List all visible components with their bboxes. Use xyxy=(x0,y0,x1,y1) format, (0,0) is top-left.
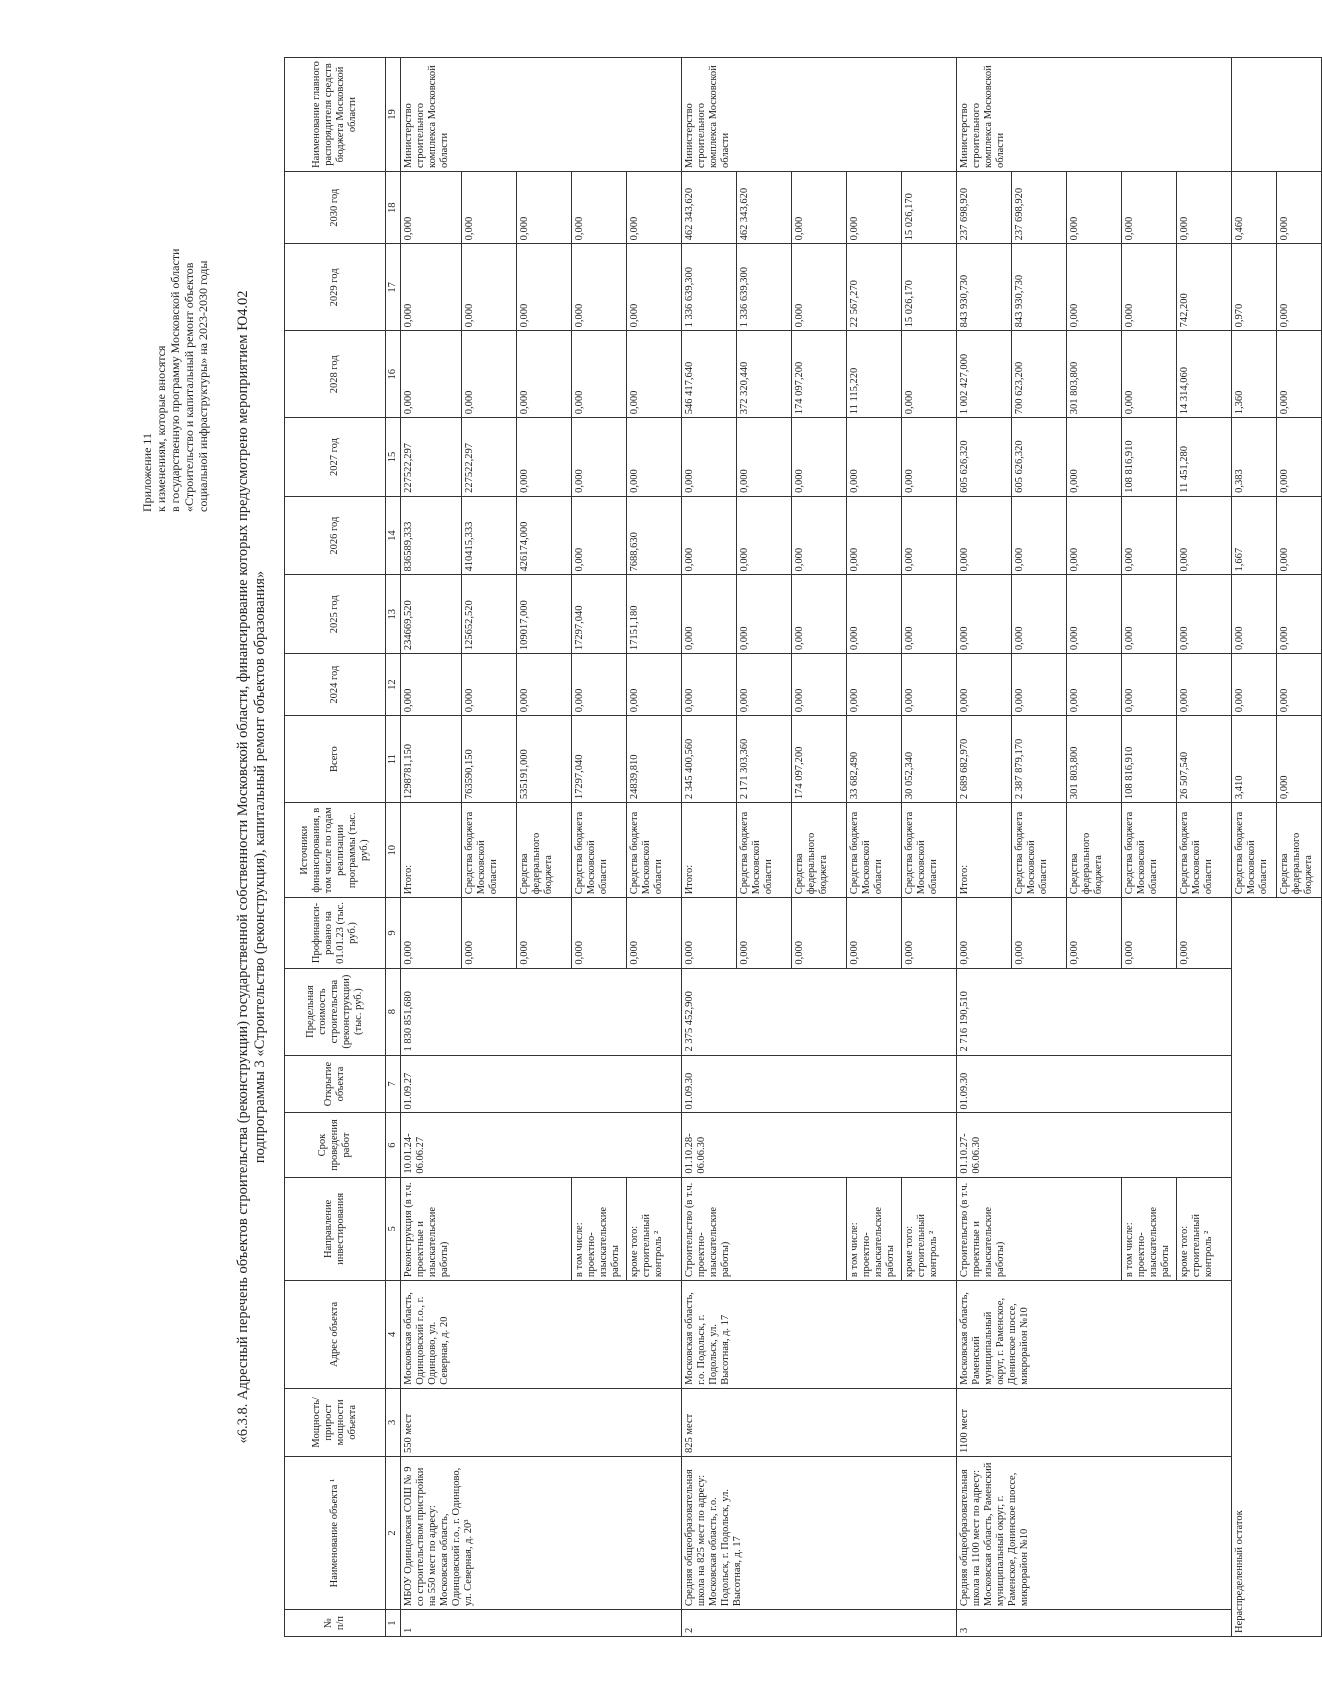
title-line-2: подпрограммы 3 «Строительство (реконструкция), капитальный ремонт объектов образования» xyxy=(252,570,268,1164)
table-row xyxy=(682,58,737,1637)
value-cell: 0,000 xyxy=(1067,496,1122,575)
financed-value: 0,000 xyxy=(462,898,517,968)
financed-value: 0,000 xyxy=(1122,898,1177,968)
column-number: 2 xyxy=(386,1456,401,1609)
funding-source: Итого: xyxy=(957,803,1012,898)
object-name: МБОУ Одинцовская СОШ № 9 со строительством пристройки на 550 мест по адресу: Московская область, Одинцовский г.о., г. Одинцово, ул. Северная, д. 20³ xyxy=(401,1456,682,1609)
column-number: 4 xyxy=(386,1281,401,1389)
appendix-line: к изменениям, которые вносятся xyxy=(154,345,168,512)
value-cell: 0,000 xyxy=(957,654,1012,716)
investment-direction: Реконструкция (в т.ч. проектные и изыскательские работы) xyxy=(401,1177,572,1280)
value-cell: 0,000 xyxy=(462,654,517,716)
value-cell: 0,000 xyxy=(1277,654,1322,716)
value-cell: 237 698,920 xyxy=(957,172,1012,244)
header-cell: Открытие объекта xyxy=(285,1055,386,1113)
value-cell: 0,000 xyxy=(957,496,1012,575)
value-cell: 0,000 xyxy=(572,654,627,716)
value-cell: 0,000 xyxy=(847,575,902,654)
value-cell: 14 314,060 xyxy=(1177,331,1232,418)
funding-source: Средства бюджета Московской области xyxy=(902,803,957,898)
address-list-table xyxy=(284,57,1322,1637)
value-cell: 26 507,540 xyxy=(1177,716,1232,803)
value-cell: 0,000 xyxy=(517,331,572,418)
column-number: 12 xyxy=(386,654,401,716)
value-cell: 0,000 xyxy=(1122,496,1177,575)
value-cell: 0,000 xyxy=(462,244,517,331)
value-cell: 0,000 xyxy=(401,172,462,244)
max-cost: 1 830 851,680 xyxy=(401,968,682,1055)
value-cell: 17297,040 xyxy=(572,716,627,803)
value-cell: 11 451,280 xyxy=(1177,418,1232,497)
financed-value: 0,000 xyxy=(1067,898,1122,968)
header-cell: Направление инвестирования xyxy=(285,1177,386,1280)
column-number: 18 xyxy=(386,172,401,244)
header-cell: 2030 год xyxy=(285,172,386,244)
value-cell: 836589,333 xyxy=(401,496,462,575)
value-cell: 0,970 xyxy=(1232,244,1277,331)
object-address: Московская область, Одинцовский г.о., г. Одинцово, ул. Северная, д. 20 xyxy=(401,1281,682,1389)
value-cell: 0,000 xyxy=(517,244,572,331)
object-number: 3 xyxy=(957,1610,1232,1637)
column-number: 3 xyxy=(386,1388,401,1456)
value-cell: 462 343,620 xyxy=(737,172,792,244)
appendix-line: социальной инфраструктуры» на 2023-2030 годы xyxy=(196,260,210,512)
value-cell: 0,000 xyxy=(1277,496,1322,575)
header-cell: Источники финансирования, в том числе по годам реализации программы (тыс. руб.) xyxy=(285,803,386,898)
value-cell: 2 345 400,560 xyxy=(682,716,737,803)
column-number: 5 xyxy=(386,1177,401,1280)
value-cell: 1298781,150 xyxy=(401,716,462,803)
object-address: Московская область, Раменский муниципальный округ, г. Раменское, Донинское шоссе, микрорайон №10 xyxy=(957,1281,1232,1389)
value-cell: 0,000 xyxy=(737,575,792,654)
header-cell: Мощность/ прирост мощности объекта xyxy=(285,1388,386,1456)
title-line-1: «6.3.8. Адресный перечень объектов строительства (реконструкции) государственной собственности Московской области, финансирование которых предусмотрено мероприятием Ю4.02 xyxy=(235,290,251,1444)
funding-source: Средства федерального бюджета xyxy=(792,803,847,898)
value-cell: 0,000 xyxy=(1012,654,1067,716)
work-term: 01.10.28-06.06.30 xyxy=(682,1113,957,1177)
appendix-note xyxy=(140,42,210,512)
value-cell: 1 002 427,000 xyxy=(957,331,1012,418)
value-cell: 0,000 xyxy=(1177,575,1232,654)
value-cell: 15 026,170 xyxy=(902,244,957,331)
column-number: 1 xyxy=(386,1610,401,1637)
funding-source: Средства бюджета Московской области xyxy=(1232,803,1277,898)
value-cell: 0,000 xyxy=(1277,244,1322,331)
value-cell: 7688,630 xyxy=(627,496,682,575)
value-cell: 763590,150 xyxy=(462,716,517,803)
ministry-name: Министерство строительного комплекса Московской области xyxy=(957,58,1232,172)
funding-source: Средства бюджета Московской области xyxy=(1177,803,1232,898)
value-cell: 0,000 xyxy=(1012,575,1067,654)
value-cell: 0,000 xyxy=(682,496,737,575)
header-cell: 2026 год xyxy=(285,496,386,575)
ministry-name: Министерство строительного комплекса Московской области xyxy=(401,58,682,172)
value-cell: 1 336 639,300 xyxy=(682,244,737,331)
column-number-row xyxy=(386,58,401,1637)
value-cell: 462 343,620 xyxy=(682,172,737,244)
value-cell: 0,000 xyxy=(1067,244,1122,331)
value-cell: 1 336 639,300 xyxy=(737,244,792,331)
column-number: 17 xyxy=(386,244,401,331)
value-cell: 301 803,800 xyxy=(1067,716,1122,803)
work-term: 10.01.24-06.06.27 xyxy=(401,1113,682,1177)
value-cell: 109017,000 xyxy=(517,575,572,654)
column-number: 14 xyxy=(386,496,401,575)
financed-value: 0,000 xyxy=(1177,898,1232,968)
table-row xyxy=(1232,58,1277,1637)
object-address: Московская область, г.о. Подольск, г. Подольск, ул. Высотная, д. 17 xyxy=(682,1281,957,1389)
value-cell: 2 387 879,170 xyxy=(1012,716,1067,803)
value-cell: 0,000 xyxy=(462,172,517,244)
column-number: 13 xyxy=(386,575,401,654)
header-cell: Предельная стоимость строительства (реконструкции) (тыс. руб.) xyxy=(285,968,386,1055)
column-number: 9 xyxy=(386,898,401,968)
financed-value: 0,000 xyxy=(1012,898,1067,968)
value-cell: 0,000 xyxy=(902,654,957,716)
header-cell: 2024 год xyxy=(285,654,386,716)
investment-direction-control: кроме того: строительный контроль ² xyxy=(902,1177,957,1280)
value-cell: 0,000 xyxy=(1122,172,1177,244)
financed-value: 0,000 xyxy=(401,898,462,968)
value-cell: 0,000 xyxy=(572,172,627,244)
value-cell: 0,000 xyxy=(1122,244,1177,331)
value-cell: 605 626,320 xyxy=(957,418,1012,497)
value-cell: 0,000 xyxy=(401,654,462,716)
unallocated-label: Нераспределенный остаток xyxy=(1232,898,1322,1637)
value-cell: 0,000 xyxy=(792,496,847,575)
value-cell: 0,000 xyxy=(1122,575,1177,654)
value-cell: 0,000 xyxy=(572,331,627,418)
value-cell: 2 689 682,970 xyxy=(957,716,1012,803)
column-number: 6 xyxy=(386,1113,401,1177)
value-cell: 0,000 xyxy=(401,244,462,331)
header-row xyxy=(285,58,386,1637)
value-cell: 0,000 xyxy=(1277,418,1322,497)
value-cell: 0,000 xyxy=(517,172,572,244)
value-cell: 0,000 xyxy=(792,418,847,497)
value-cell: 0,000 xyxy=(792,244,847,331)
investment-direction-design: в том числе: проектно-изыскательские работы xyxy=(1122,1177,1177,1280)
value-cell: 0,000 xyxy=(627,331,682,418)
value-cell: 301 803,800 xyxy=(1067,331,1122,418)
value-cell: 0,000 xyxy=(792,575,847,654)
opening-date: 01.09.30 xyxy=(957,1055,1232,1113)
appendix-line: Приложение 11 xyxy=(140,433,154,512)
value-cell: 234669,520 xyxy=(401,575,462,654)
value-cell: 546 417,640 xyxy=(682,331,737,418)
investment-direction-design: в том числе: проектно-изыскательские работы xyxy=(847,1177,902,1280)
object-capacity: 1100 мест xyxy=(957,1388,1232,1456)
value-cell: 0,000 xyxy=(627,654,682,716)
value-cell: 108 816,910 xyxy=(1122,716,1177,803)
value-cell: 0,000 xyxy=(902,496,957,575)
ministry-name: Министерство строительного комплекса Московской области xyxy=(682,58,957,172)
value-cell: 0,000 xyxy=(902,418,957,497)
value-cell: 0,000 xyxy=(462,331,517,418)
value-cell: 0,000 xyxy=(1232,575,1277,654)
column-number: 7 xyxy=(386,1055,401,1113)
value-cell: 174 097,200 xyxy=(792,331,847,418)
value-cell: 0,000 xyxy=(1122,331,1177,418)
investment-direction-design: в том числе: проектно-изыскательские работы xyxy=(572,1177,627,1280)
value-cell: 11 115,220 xyxy=(847,331,902,418)
value-cell: 535191,000 xyxy=(517,716,572,803)
work-term: 01.10.27-06.06.30 xyxy=(957,1113,1232,1177)
value-cell: 0,000 xyxy=(847,654,902,716)
value-cell: 1,667 xyxy=(1232,496,1277,575)
financed-value: 0,000 xyxy=(957,898,1012,968)
value-cell: 410415,333 xyxy=(462,496,517,575)
value-cell: 843 930,730 xyxy=(957,244,1012,331)
value-cell: 30 052,340 xyxy=(902,716,957,803)
value-cell: 0,000 xyxy=(737,654,792,716)
value-cell: 22 567,270 xyxy=(847,244,902,331)
value-cell: 15 026,170 xyxy=(902,172,957,244)
value-cell: 0,000 xyxy=(1067,575,1122,654)
value-cell: 0,000 xyxy=(902,331,957,418)
investment-direction-control: кроме того: строительный контроль ² xyxy=(1177,1177,1232,1280)
value-cell: 0,000 xyxy=(1277,172,1322,244)
object-capacity: 825 мест xyxy=(682,1388,957,1456)
funding-source: Средства бюджета Московской области xyxy=(572,803,627,898)
funding-source: Средства бюджета Московской области xyxy=(1012,803,1067,898)
financed-value: 0,000 xyxy=(902,898,957,968)
value-cell: 0,000 xyxy=(572,418,627,497)
column-number: 15 xyxy=(386,418,401,497)
value-cell: 0,000 xyxy=(572,496,627,575)
funding-source: Итого: xyxy=(682,803,737,898)
funding-source: Средства бюджета Московской области xyxy=(1122,803,1177,898)
value-cell: 0,000 xyxy=(1232,654,1277,716)
value-cell: 0,000 xyxy=(1067,172,1122,244)
value-cell: 0,383 xyxy=(1232,418,1277,497)
table-row xyxy=(401,58,462,1637)
value-cell: 0,000 xyxy=(1177,172,1232,244)
value-cell: 227522,297 xyxy=(401,418,462,497)
funding-source: Средства федерального бюджета xyxy=(1277,803,1322,898)
value-cell: 0,000 xyxy=(627,172,682,244)
header-cell: Адрес объекта xyxy=(285,1281,386,1389)
investment-direction: Строительство (в т.ч. проектные и изыскательские работы) xyxy=(957,1177,1122,1280)
header-cell: 2028 год xyxy=(285,331,386,418)
header-cell: Профинанси-ровано на 01.01.23 (тыс. руб.) xyxy=(285,898,386,968)
value-cell: 0,000 xyxy=(737,496,792,575)
value-cell: 0,000 xyxy=(401,331,462,418)
value-cell: 700 623,200 xyxy=(1012,331,1067,418)
value-cell: 0,000 xyxy=(847,172,902,244)
funding-source: Средства федерального бюджета xyxy=(517,803,572,898)
document-title xyxy=(235,197,269,1537)
object-number: 2 xyxy=(682,1610,957,1637)
value-cell: 237 698,920 xyxy=(1012,172,1067,244)
value-cell: 372 320,440 xyxy=(737,331,792,418)
investment-direction: Строительство (в т.ч. проектно-изыскательские работы) xyxy=(682,1177,847,1280)
value-cell: 0,000 xyxy=(792,654,847,716)
value-cell: 0,000 xyxy=(902,575,957,654)
value-cell: 843 930,730 xyxy=(1012,244,1067,331)
header-cell: 2029 год xyxy=(285,244,386,331)
value-cell: 0,000 xyxy=(517,418,572,497)
value-cell: 17151,180 xyxy=(627,575,682,654)
funding-source: Итого: xyxy=(401,803,462,898)
financed-value: 0,000 xyxy=(517,898,572,968)
header-cell: № п/п xyxy=(285,1610,386,1637)
header-cell: Всего xyxy=(285,716,386,803)
value-cell: 125652,520 xyxy=(462,575,517,654)
value-cell: 0,000 xyxy=(1122,654,1177,716)
financed-value: 0,000 xyxy=(627,898,682,968)
column-number: 8 xyxy=(386,968,401,1055)
funding-source: Средства бюджета Московской области xyxy=(627,803,682,898)
funding-source: Средства бюджета Московской области xyxy=(462,803,517,898)
funding-source: Средства федерального бюджета xyxy=(1067,803,1122,898)
funding-source: Средства бюджета Московской области xyxy=(737,803,792,898)
value-cell: 0,000 xyxy=(1177,496,1232,575)
value-cell: 0,000 xyxy=(957,575,1012,654)
appendix-line: «Строительство и капитальный ремонт объектов xyxy=(182,262,196,512)
header-cell: 2027 год xyxy=(285,418,386,497)
appendix-line: в государственную программу Московской области xyxy=(168,248,182,512)
financed-value: 0,000 xyxy=(737,898,792,968)
value-cell: 24839,810 xyxy=(627,716,682,803)
value-cell: 0,000 xyxy=(517,654,572,716)
financed-value: 0,000 xyxy=(792,898,847,968)
object-name: Средняя общеобразовательная школа на 825 мест по адресу: Московская область, г.о. Подольск, г. Подольск, ул. Высотная, д. 17 xyxy=(682,1456,957,1609)
ministry-empty xyxy=(1232,58,1322,172)
header-cell: Срок проведения работ xyxy=(285,1113,386,1177)
financed-value: 0,000 xyxy=(847,898,902,968)
value-cell: 0,460 xyxy=(1232,172,1277,244)
financed-value: 0,000 xyxy=(572,898,627,968)
header-cell: Наименование объекта ¹ xyxy=(285,1456,386,1609)
value-cell: 0,000 xyxy=(847,496,902,575)
value-cell: 605 626,320 xyxy=(1012,418,1067,497)
opening-date: 01.09.27 xyxy=(401,1055,682,1113)
value-cell: 0,000 xyxy=(1177,654,1232,716)
investment-direction-control: кроме того: строительный контроль ² xyxy=(627,1177,682,1280)
value-cell: 0,000 xyxy=(1277,331,1322,418)
value-cell: 426174,000 xyxy=(517,496,572,575)
value-cell: 0,000 xyxy=(1067,654,1122,716)
column-number: 10 xyxy=(386,803,401,898)
value-cell: 3,410 xyxy=(1232,716,1277,803)
value-cell: 227522,297 xyxy=(462,418,517,497)
value-cell: 1,360 xyxy=(1232,331,1277,418)
value-cell: 0,000 xyxy=(847,418,902,497)
funding-source: Средства бюджета Московской области xyxy=(847,803,902,898)
value-cell: 0,000 xyxy=(1277,716,1322,803)
table-row xyxy=(957,58,1012,1637)
financed-value: 0,000 xyxy=(682,898,737,968)
max-cost: 2 716 190,510 xyxy=(957,968,1232,1055)
value-cell: 0,000 xyxy=(1277,575,1322,654)
value-cell: 174 097,200 xyxy=(792,716,847,803)
value-cell: 0,000 xyxy=(737,418,792,497)
value-cell: 33 682,490 xyxy=(847,716,902,803)
object-number: 1 xyxy=(401,1610,682,1637)
value-cell: 108 816,910 xyxy=(1122,418,1177,497)
opening-date: 01.09.30 xyxy=(682,1055,957,1113)
header-cell: Наименование главного распорядителя средств бюджета Московской области xyxy=(285,58,386,172)
value-cell: 2 171 303,360 xyxy=(737,716,792,803)
max-cost: 2 375 452,900 xyxy=(682,968,957,1055)
value-cell: 0,000 xyxy=(627,244,682,331)
object-capacity: 550 мест xyxy=(401,1388,682,1456)
value-cell: 17297,040 xyxy=(572,575,627,654)
column-number: 11 xyxy=(386,716,401,803)
value-cell: 0,000 xyxy=(627,418,682,497)
column-number: 16 xyxy=(386,331,401,418)
column-number: 19 xyxy=(386,58,401,172)
header-cell: 2025 год xyxy=(285,575,386,654)
value-cell: 0,000 xyxy=(682,575,737,654)
value-cell: 0,000 xyxy=(1012,496,1067,575)
value-cell: 0,000 xyxy=(682,654,737,716)
object-name: Средняя общеобразовательная школа на 1100 мест по адресу: Московская область, Раменский муниципальный округ, г. Раменское, Донинское шоссе, микрорайон №10 xyxy=(957,1456,1232,1609)
value-cell: 0,000 xyxy=(682,418,737,497)
value-cell: 0,000 xyxy=(572,244,627,331)
value-cell: 0,000 xyxy=(792,172,847,244)
value-cell: 742,200 xyxy=(1177,244,1232,331)
value-cell: 0,000 xyxy=(1067,418,1122,497)
